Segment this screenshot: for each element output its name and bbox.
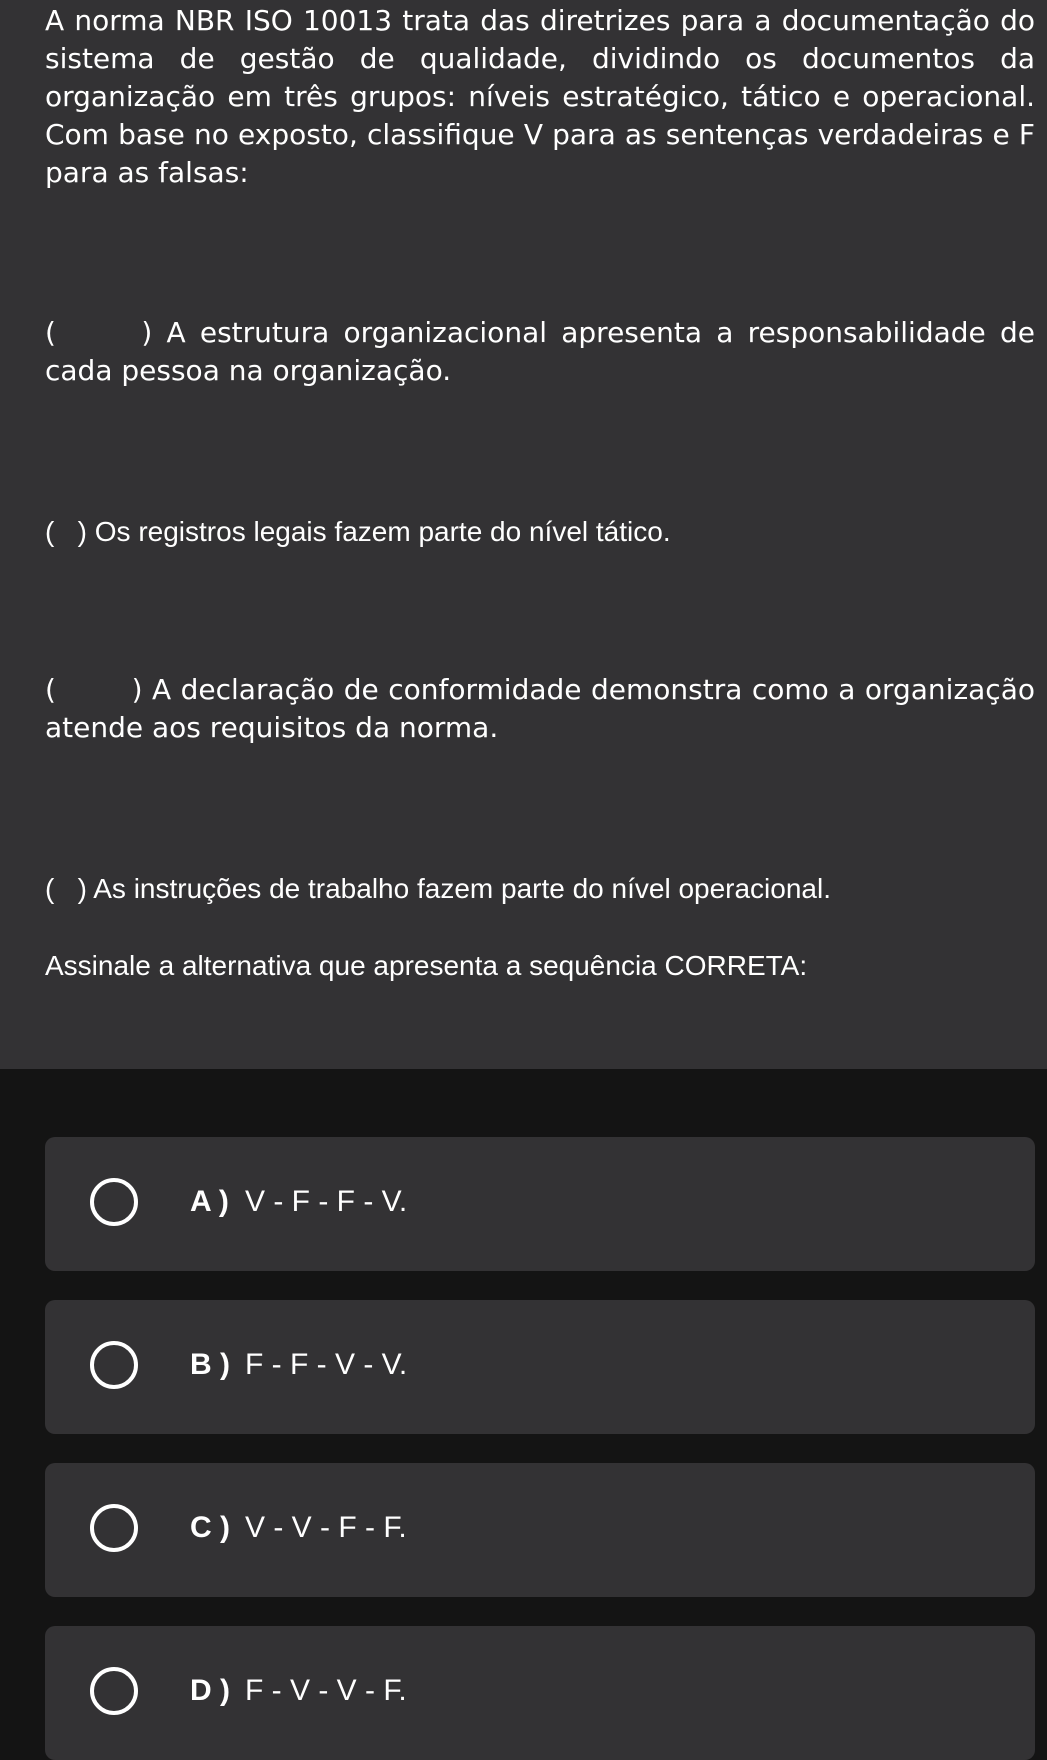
statement-1-blank: ( )	[45, 316, 153, 349]
option-c-text: V - V - F - F.	[245, 1511, 407, 1544]
statement-2	[45, 513, 1035, 551]
statement-3-blank: ( )	[45, 673, 143, 706]
option-b-letter: B )	[190, 1348, 230, 1381]
option-a[interactable]	[45, 1137, 1035, 1271]
question-prompt: Assinale a alternativa que apresenta a sequência CORRETA:	[45, 950, 808, 981]
option-c[interactable]	[45, 1463, 1035, 1597]
option-c-letter: C )	[190, 1511, 230, 1544]
statement-4-blank: ( )	[45, 873, 87, 904]
radio-circle-icon[interactable]	[90, 1341, 138, 1389]
statement-1-text: A estrutura organizacional apresenta a responsabilidade de cada pessoa na organização.	[45, 316, 1035, 387]
statement-4	[45, 870, 1035, 908]
statement-1	[45, 314, 1035, 390]
option-d[interactable]	[45, 1626, 1035, 1760]
option-d-letter: D )	[190, 1674, 230, 1707]
statement-4-text: As instruções de trabalho fazem parte do nível operacional.	[93, 873, 831, 904]
statement-3-text: A declaração de conformidade demonstra como a organização atende aos requisitos da norma.	[45, 673, 1035, 744]
option-d-text: F - V - V - F.	[245, 1674, 407, 1707]
options-list	[0, 1069, 1047, 1713]
question-intro: A norma NBR ISO 10013 trata das diretrizes para a documentação do sistema de gestão de qualidade, dividindo os documentos da organização em três grupos: níveis estratégico, tático e operacional. Com base no exposto, classifique V para as sentenças verdadeiras e F para as falsas:	[45, 4, 1035, 189]
option-a-letter: A )	[190, 1185, 229, 1218]
option-b[interactable]	[45, 1300, 1035, 1434]
option-b-text: F - F - V - V.	[245, 1348, 408, 1381]
radio-circle-icon[interactable]	[90, 1667, 138, 1715]
statement-2-blank: ( )	[45, 516, 87, 547]
statement-3	[45, 671, 1035, 747]
radio-circle-icon[interactable]	[90, 1504, 138, 1552]
radio-circle-icon[interactable]	[90, 1178, 138, 1226]
option-a-text: V - F - F - V.	[245, 1185, 408, 1218]
statement-2-text: Os registros legais fazem parte do nível tático.	[94, 516, 671, 547]
